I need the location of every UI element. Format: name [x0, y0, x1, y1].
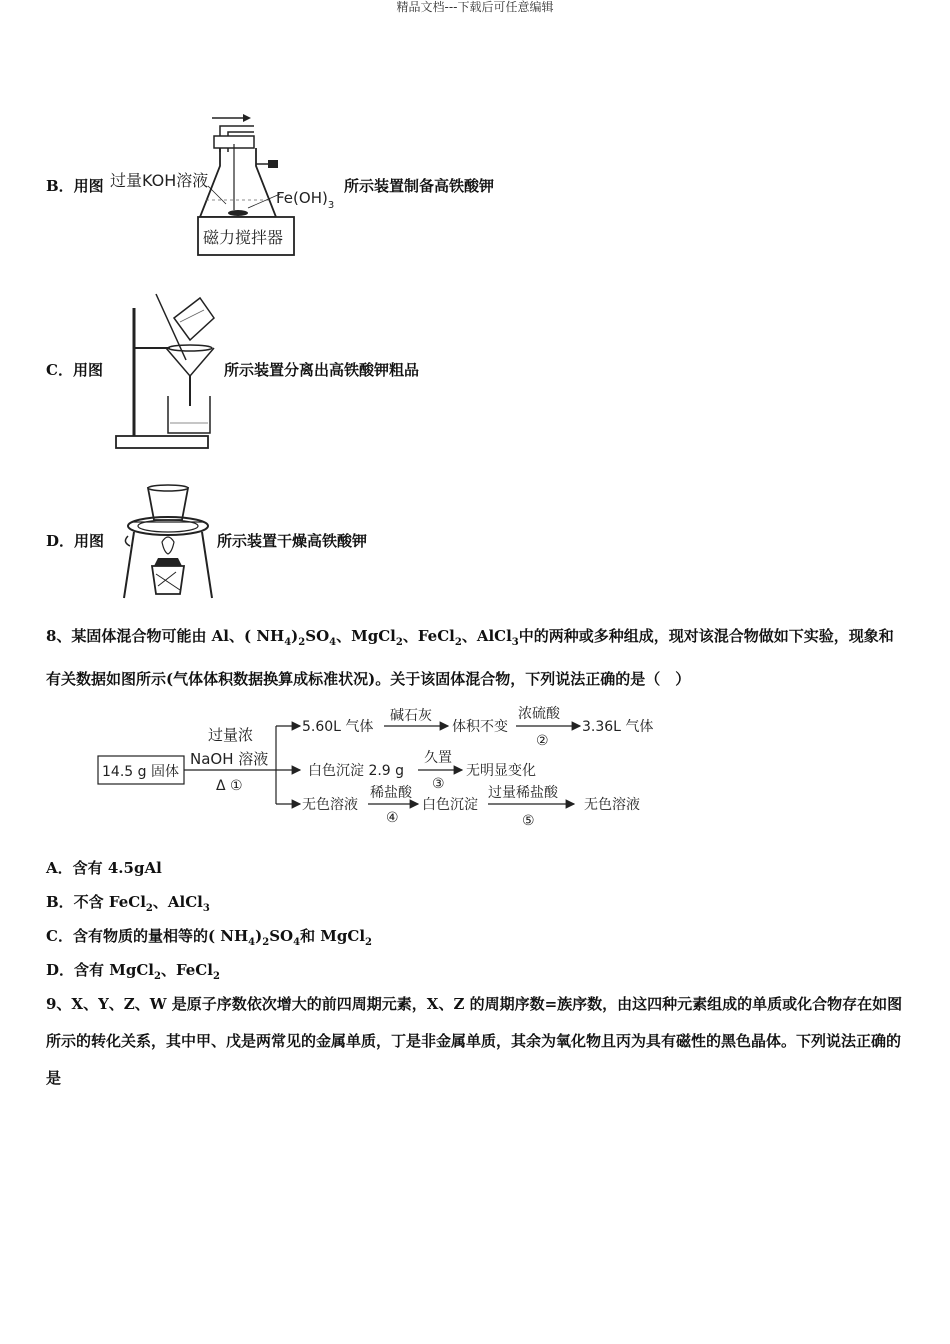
flow-vol-unchanged: 体积不变 — [452, 719, 508, 735]
flow-reagent-top: 过量浓 — [208, 726, 254, 744]
flow-sol2: 无色溶液 — [584, 797, 640, 813]
page-header: 精品文档---下载后可任意编辑 — [396, 0, 554, 14]
fe-oh-label: $Fe(OH)_3$ — [276, 189, 335, 211]
flow-step-stand: 久置 — [424, 750, 452, 766]
q8-stem: 8、某固体混合物可能由 Al、( $NH_4)_2SO_4$、MgCl$_2$、FeCl$_2$、AlCl$_3$中的两种或多种组成，现对该混合物做如下实验，现象和有关数据如图所示(气体体积数据换算成标准状况)。关于该固体混合物，下列说法正确的是（ ） — [46, 627, 894, 688]
q8-option-d: D．含有 MgCl$_2$、FeCl$_2$ — [46, 961, 220, 982]
filtration-figure — [114, 288, 224, 453]
option-d-text: 所示装置干燥高铁酸钾 — [217, 532, 368, 550]
reagent-label: 过量KOH溶液 — [110, 171, 209, 190]
flow-step-3: ③ — [432, 776, 445, 792]
flow-no-change: 无明显变化 — [466, 763, 536, 779]
flow-reagent-mid: NaOH 溶液 — [190, 750, 269, 768]
flow-step-hcl-excess: 过量稀盐酸 — [488, 785, 558, 801]
q9-stem: 9、X、Y、Z、W 是原子序数依次增大的前四周期元素，X、Z 的周期序数=族序数，由这四种元素组成的单质或化合物存在如图所示的转化关系，其中甲、戊是两常见的金属单质，丁是非金属单质，其余为氧化物且丙为具有磁性的黑色晶体。下列说法正确的是 — [46, 995, 903, 1087]
option-b-prefix: B．用图 — [46, 177, 104, 195]
option-d-prefix: D．用图 — [46, 532, 105, 550]
flow-gas: 5.60L 气体 — [302, 719, 374, 735]
option-b-text: 所示装置制备高铁酸钾 — [344, 177, 495, 195]
flow-ppt2: 白色沉淀 — [422, 797, 478, 813]
flow-ppt: 白色沉淀 2.9 g — [308, 763, 405, 779]
flow-sol: 无色溶液 — [302, 797, 358, 813]
q8-flow-diagram — [96, 700, 671, 835]
flow-step-2: ② — [536, 733, 549, 749]
flow-start: 14.5 g 固体 — [102, 764, 179, 780]
flow-step-lime: 碱石灰 — [390, 708, 432, 724]
flow-step-5: ⑤ — [522, 813, 535, 829]
flow-step-4: ④ — [386, 810, 399, 826]
option-c-text: 所示装置分离出高铁酸钾粗品 — [224, 361, 420, 379]
option-c-prefix: C．用图 — [46, 361, 103, 379]
stirrer-label: 磁力搅拌器 — [203, 228, 284, 247]
q8-option-c: C．含有物质的量相等的( $NH_4)_2SO_4$和 MgCl$_2$ — [46, 927, 372, 948]
drying-figure — [118, 482, 218, 600]
flow-step-hcl: 稀盐酸 — [370, 785, 412, 801]
q8-option-a: A．含有 4.5gAl — [46, 859, 162, 877]
flow-reagent-bot: Δ ① — [216, 778, 243, 794]
flow-gas2: 3.36L 气体 — [582, 719, 654, 735]
q8-option-b: B．不含 FeCl$_2$、AlCl$_3$ — [46, 893, 210, 914]
flow-step-h2so4: 浓硫酸 — [518, 706, 560, 722]
kco-apparatus-figure — [108, 112, 343, 262]
